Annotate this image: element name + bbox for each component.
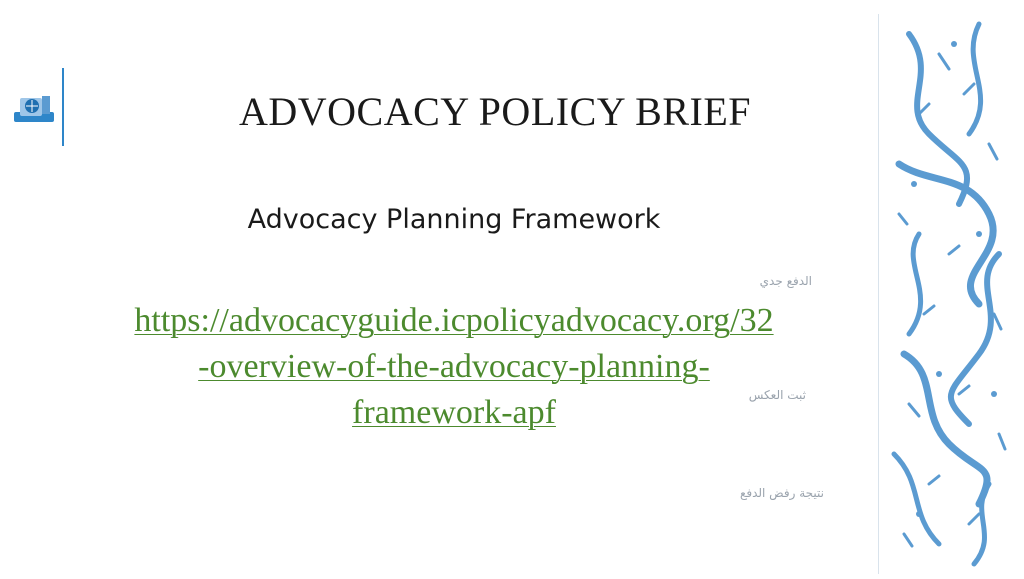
framework-link-line-1[interactable]: https://advocacyguide.icpolicyadvocacy.org/32 xyxy=(134,302,774,339)
arabic-calligraphy-decoration xyxy=(878,14,1019,574)
page-title: ADVOCACY POLICY BRIEF xyxy=(238,89,752,134)
framework-link[interactable] xyxy=(84,298,824,436)
arabic-note-3: نتيجة رفض الدفع xyxy=(739,486,824,500)
arabic-note-1: الدفع جدي xyxy=(759,274,812,288)
framework-link-line-3[interactable]: framework-apf xyxy=(352,394,556,431)
page-subtitle: Advocacy Planning Framework xyxy=(247,204,661,235)
arabic-note-2: ثبت العكس xyxy=(748,388,806,402)
framework-link-line-2[interactable]: -overview-of-the-advocacy-planning- xyxy=(198,348,710,385)
